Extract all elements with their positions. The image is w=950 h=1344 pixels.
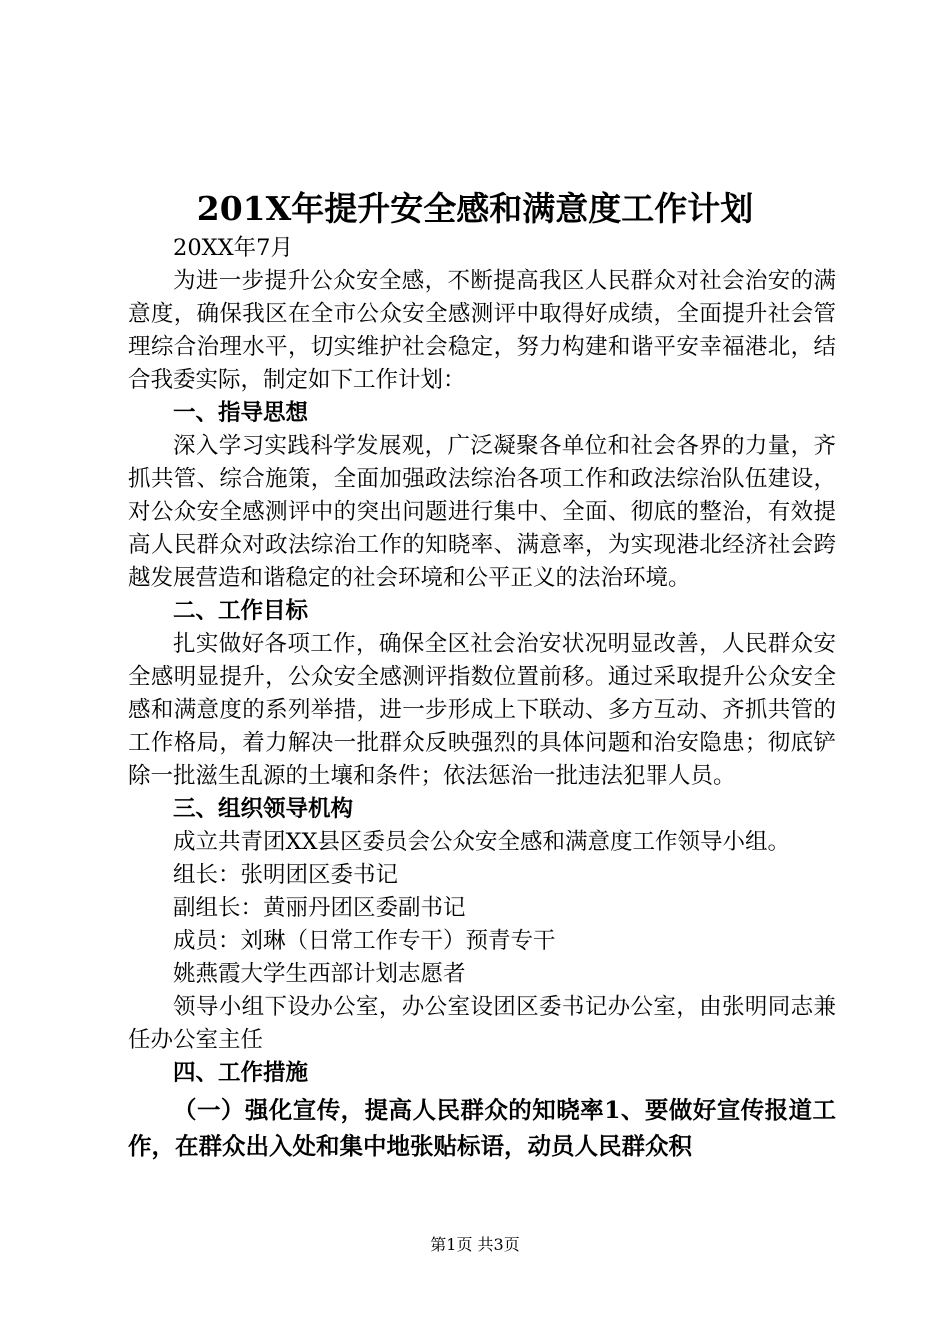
section-heading-guiding-ideology: 一、指导思想 xyxy=(173,400,309,426)
office-line: 领导小组下设办公室，办公室设团区委书记办公室，由张明同志兼任办公室主任 xyxy=(128,994,836,1053)
member-line: 姚燕霞大学生西部计划志愿者 xyxy=(173,961,466,987)
section-text-organization: 成立共青团XX县区委员会公众安全感和满意度工作领导小组。 xyxy=(173,829,791,855)
section-text-measures: （一）强化宣传，提高人民群众的知晓率1、要做好宣传报道工作，在群众出入处和集中地张贴标语，动员人民群众积 xyxy=(128,1096,836,1160)
leader-line: 组长：张明团区委书记 xyxy=(173,862,399,888)
section-heading-goals: 二、工作目标 xyxy=(173,598,309,624)
page-footer: 第1页 共3页 xyxy=(430,1235,520,1254)
section-text-guiding-ideology: 深入学习实践科学发展观，广泛凝聚各单位和社会各界的力量，齐抓共管、综合施策，全面加强政法综治各项工作和政法综治队伍建设，对公众安全感测评中的突出问题进行集中、全面、彻底的整治，有效提高人民群众对政法综治工作的知晓率、满意率，为实现港北经济社会跨越发展营造和谐稳定的社会环境和公平正义的法治环境。 xyxy=(128,433,836,591)
section-heading-measures: 四、工作措施 xyxy=(173,1060,309,1086)
document-date: 20XX年7月 xyxy=(173,235,293,261)
deputy-leader-line: 副组长：黄丽丹团区委副书记 xyxy=(173,895,466,921)
section-heading-organization: 三、组织领导机构 xyxy=(173,796,354,822)
section-text-goals: 扎实做好各项工作，确保全区社会治安状况明显改善，人民群众安全感明显提升，公众安全感测评指数位置前移。通过采取提升公众安全感和满意度的系列举措，进一步形成上下联动、多方互动、齐抓共管的工作格局，着力解决一批群众反映强烈的具体问题和治安隐患；彻底铲除一批滋生乱源的土壤和条件；依法惩治一批违法犯罪人员。 xyxy=(128,631,836,789)
document-title: 201X年提升安全感和满意度工作计划 xyxy=(196,189,754,228)
document-body xyxy=(128,232,836,1164)
intro-paragraph: 为进一步提升公众安全感，不断提高我区人民群众对社会治安的满意度，确保我区在全市公众安全感测评中取得好成绩，全面提升社会管理综合治理水平，切实维护社会稳定，努力构建和谐平安幸福港北，结合我委实际，制定如下工作计划： xyxy=(128,268,836,393)
members-line: 成员：刘琳（日常工作专干）预青专干 xyxy=(173,928,556,954)
